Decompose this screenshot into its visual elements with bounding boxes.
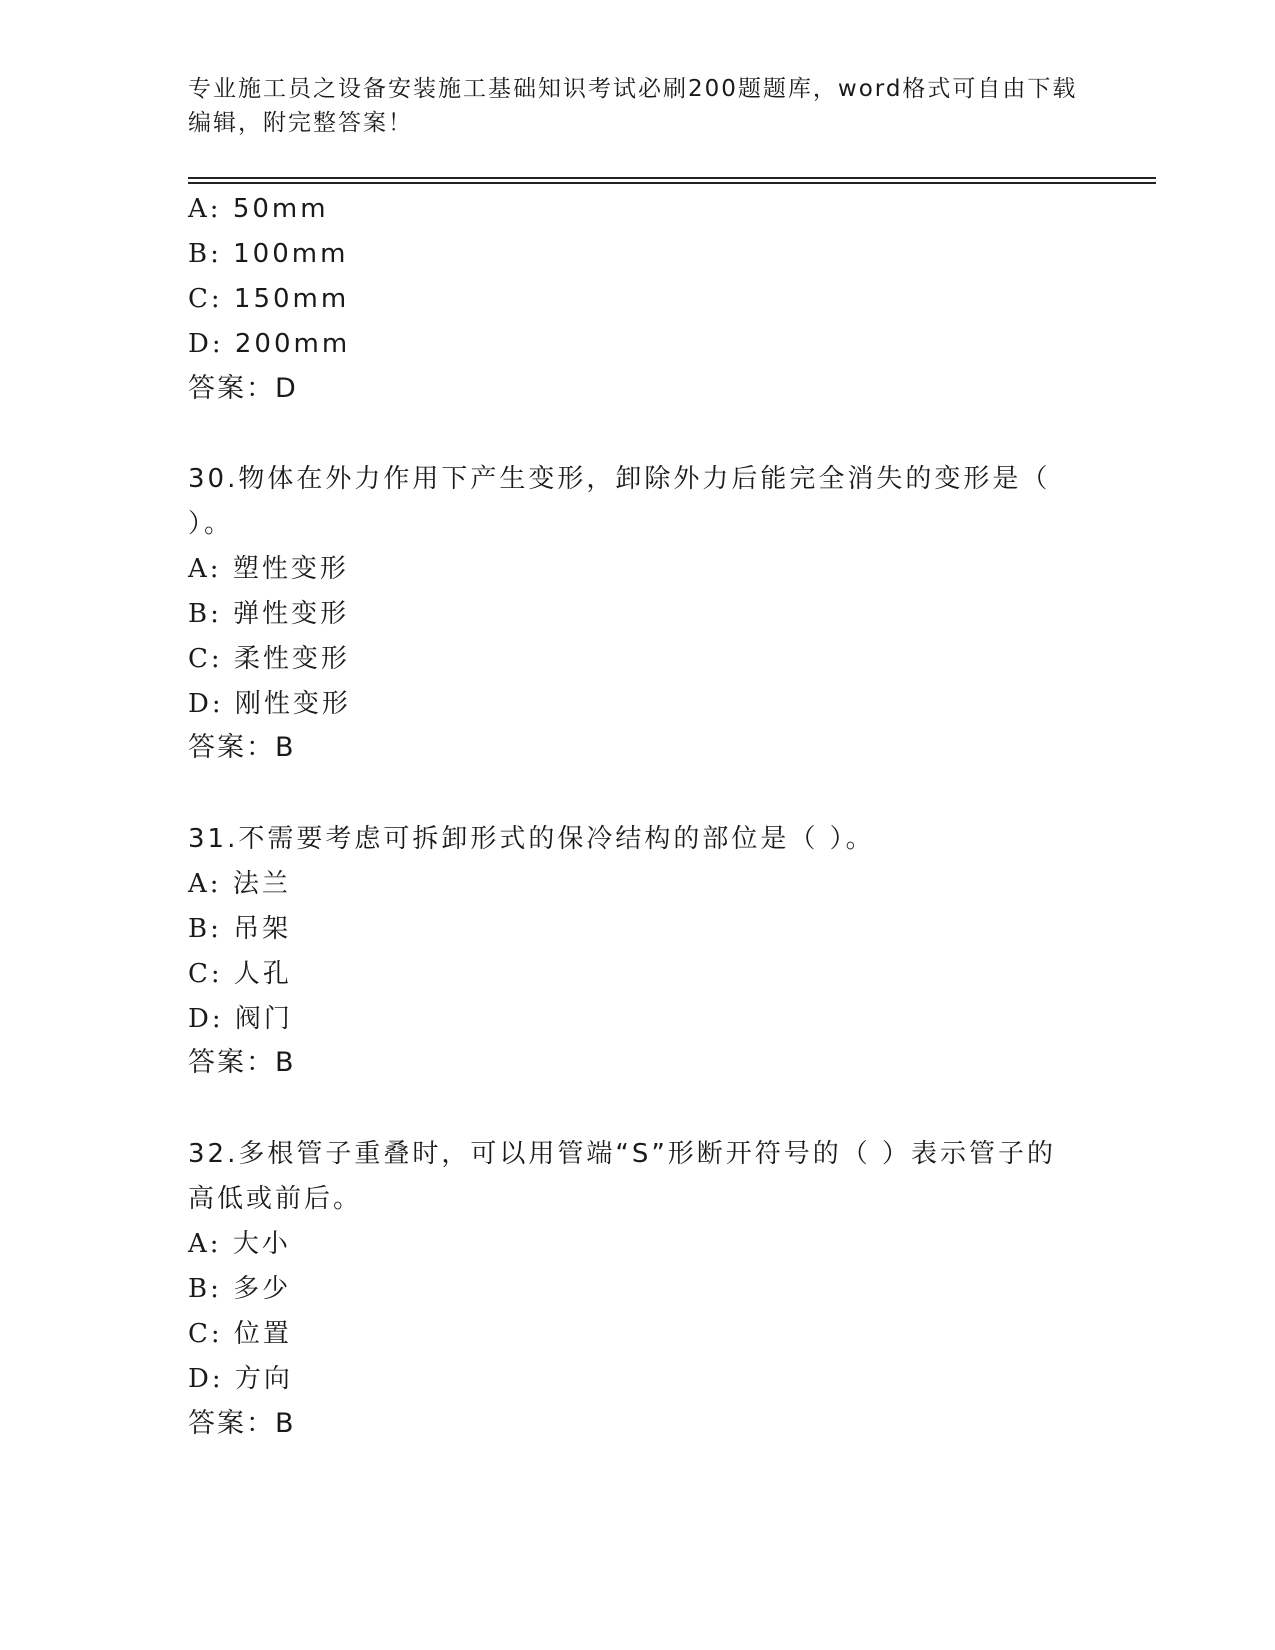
- header-line-2: 编辑，附完整答案！: [188, 110, 413, 136]
- option-label: C:: [188, 284, 223, 314]
- option-label: A:: [188, 554, 222, 584]
- option-text: 法兰: [232, 869, 291, 899]
- header-divider-bottom: [188, 182, 1156, 184]
- q32-option-d: [188, 1362, 293, 1396]
- q31-option-d: [188, 1002, 293, 1036]
- option-label: C:: [188, 644, 223, 674]
- q30-option-c: [188, 642, 350, 676]
- option-text: 吊架: [233, 914, 292, 944]
- option-label: D:: [188, 689, 224, 719]
- option-label: C:: [188, 959, 223, 989]
- q32-answer: 答案：B: [188, 1408, 296, 1439]
- option-text: 人孔: [233, 959, 292, 989]
- q32-option-a: [188, 1227, 291, 1261]
- option-text: 200mm: [234, 329, 351, 359]
- option-text: 弹性变形: [233, 599, 350, 629]
- q32-option-c: [188, 1317, 292, 1351]
- option-label: B:: [188, 1274, 222, 1304]
- option-label: A:: [188, 869, 222, 899]
- option-text: 位置: [233, 1319, 292, 1349]
- q31-option-c: [188, 957, 292, 991]
- option-label: B:: [188, 914, 222, 944]
- option-label: C:: [188, 1319, 223, 1349]
- header-line-1: 专业施工员之设备安装施工基础知识考试必刷200题题库，word格式可自由下载: [188, 76, 1078, 102]
- q32-stem-line-1: 32.多根管子重叠时，可以用管端“S”形断开符号的（ ）表示管子的: [188, 1139, 1057, 1169]
- q30-stem-line-2: ）。: [188, 509, 234, 539]
- option-text: 阀门: [234, 1004, 293, 1034]
- option-text: 50mm: [232, 194, 329, 224]
- option-text: 刚性变形: [234, 689, 351, 719]
- header-divider-top: [188, 177, 1156, 179]
- option-label: B:: [188, 599, 222, 629]
- q30-option-a: [188, 552, 349, 586]
- option-label: B:: [188, 239, 222, 269]
- document-header: [188, 72, 1088, 140]
- option-label: D:: [188, 329, 224, 359]
- q30-option-d: [188, 687, 351, 721]
- q30-option-b: [188, 597, 349, 631]
- option-text: 150mm: [233, 284, 350, 314]
- option-text: 多少: [233, 1274, 292, 1304]
- option-text: 方向: [234, 1364, 293, 1394]
- prev-option-c: [188, 282, 349, 316]
- q32-stem-line-2: 高低或前后。: [188, 1184, 363, 1214]
- option-text: 100mm: [233, 239, 349, 269]
- q30-stem-line-1: 30.物体在外力作用下产生变形，卸除外力后能完全消失的变形是（: [188, 464, 1051, 494]
- q31-option-a: [188, 867, 291, 901]
- q31-answer: 答案：B: [188, 1047, 296, 1078]
- option-text: 大小: [232, 1229, 291, 1259]
- option-label: D:: [188, 1004, 224, 1034]
- q31-option-b: [188, 912, 291, 946]
- prev-option-d: [188, 327, 350, 361]
- q30-answer: 答案：B: [188, 732, 296, 763]
- prev-option-a: [188, 192, 329, 226]
- q31-stem-line-1: 31.不需要考虑可拆卸形式的保冷结构的部位是（ ）。: [188, 824, 875, 854]
- option-text: 塑性变形: [232, 554, 349, 584]
- option-label: D:: [188, 1364, 224, 1394]
- option-label: A:: [188, 1229, 222, 1259]
- q32-option-b: [188, 1272, 291, 1306]
- prev-option-b: [188, 237, 348, 271]
- option-text: 柔性变形: [233, 644, 350, 674]
- prev-answer: 答案：D: [188, 373, 298, 404]
- option-label: A:: [188, 194, 222, 224]
